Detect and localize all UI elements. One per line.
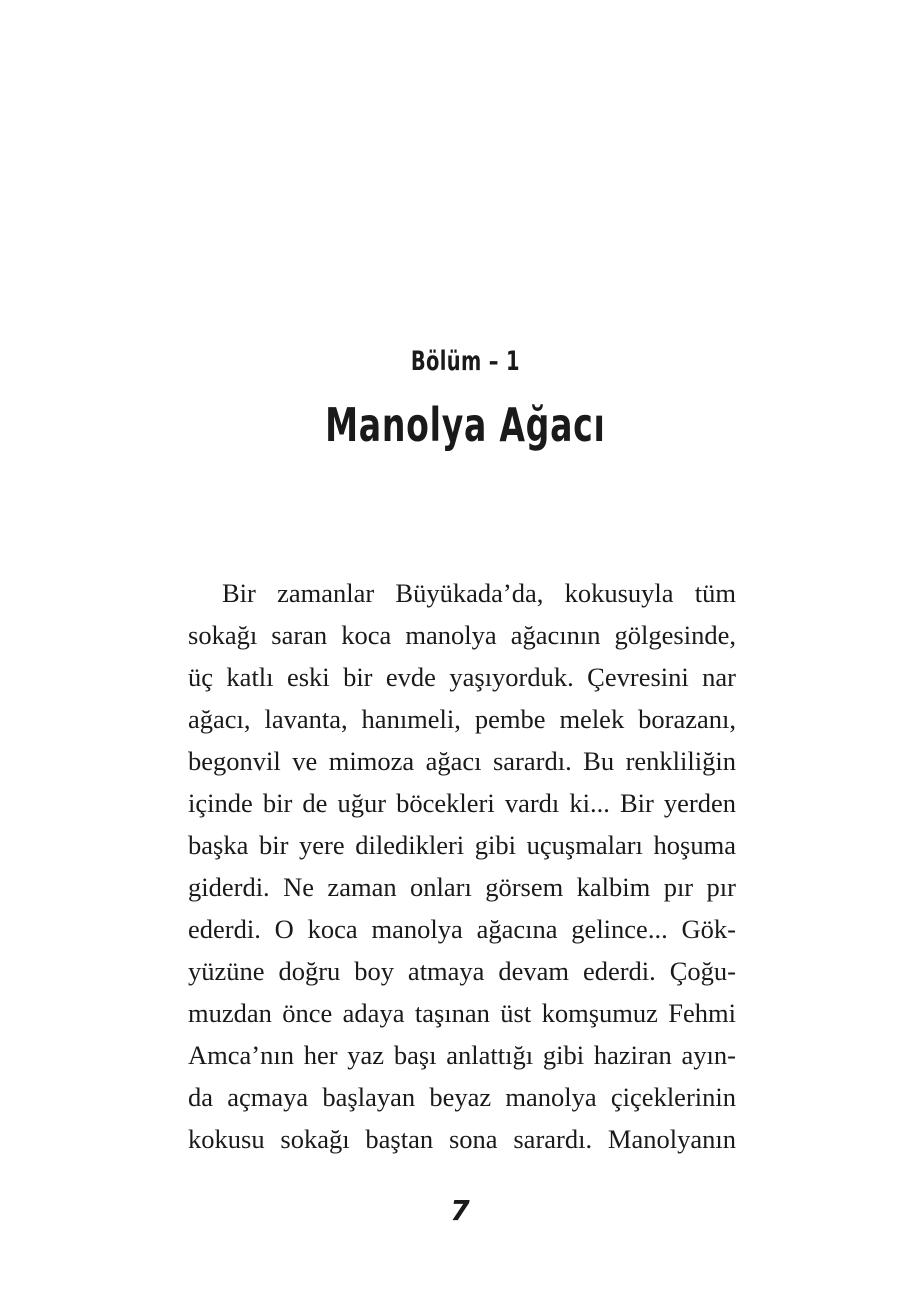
text-line: Bir zamanlar Büyükada’da, kokusuyla tüm (222, 578, 736, 608)
text-line: içinde bir de uğur böcekleri vardı ki... Bir yerden (188, 788, 736, 818)
chapter-title: Manolya Ağacı (325, 398, 606, 452)
text-line: sokağı saran koca manolya ağacının gölgesinde, (188, 620, 736, 650)
text-line: begonvil ve mimoza ağacı sarardı. Bu renkliliğin (188, 746, 736, 776)
text-line: kokusu sokağı baştan sona sarardı. Manolyanın (188, 1124, 736, 1154)
chapter-label: Bölüm – 1 (410, 346, 520, 377)
text-line: üç katlı eski bir evde yaşıyorduk. Çevresini nar (188, 662, 736, 692)
text-line: da açmaya başlayan beyaz manolya çiçeklerinin (188, 1082, 736, 1112)
body-text (188, 572, 736, 1160)
text-line: yüzüne doğru boy atmaya devam ederdi. Çoğu- (188, 956, 736, 986)
text-line: Amca’nın her yaz başı anlattığı gibi haziran ayın- (188, 1040, 736, 1070)
page-number: 7 (450, 1194, 470, 1227)
text-line: muzdan önce adaya taşınan üst komşumuz Fehmi (188, 998, 736, 1028)
text-line: giderdi. Ne zaman onları görsem kalbim pır pır (188, 872, 736, 902)
text-line: ederdi. O koca manolya ağacına gelince... Gök- (188, 914, 736, 944)
text-line: ağacı, lavanta, hanımeli, pembe melek borazanı, (188, 704, 736, 734)
text-line: başka bir yere diledikleri gibi uçuşmaları hoşuma (188, 830, 736, 860)
